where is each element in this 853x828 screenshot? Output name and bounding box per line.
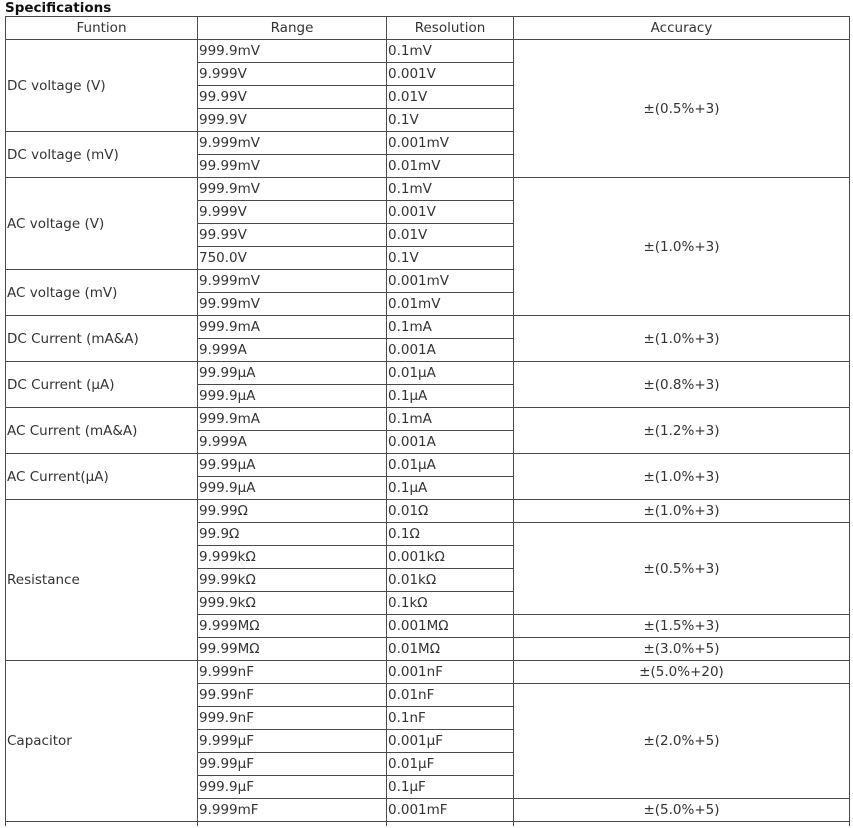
range-cell: 9.999mV: [198, 270, 387, 293]
resolution-cell: 0.01V: [387, 224, 514, 247]
accuracy-cell: ±(1.0%+3): [514, 178, 850, 316]
function-cell: Resistance: [6, 500, 198, 661]
accuracy-cell: ±(1.5%+3): [514, 615, 850, 638]
table-row: [6, 500, 850, 523]
range-cell: 999.9µA: [198, 477, 387, 500]
table-row-cutoff: [6, 822, 850, 827]
page-title: Specifications: [5, 0, 112, 16]
resolution-cell: 0.01Ω: [387, 500, 514, 523]
resolution-cell: 0.001V: [387, 201, 514, 224]
resolution-cell: 0.1V: [387, 247, 514, 270]
resolution-cell: 0.01nF: [387, 684, 514, 707]
range-cell: 99.99nF: [198, 684, 387, 707]
accuracy-cell: ±(1.2%+3): [514, 408, 850, 454]
resolution-cell: 0.1mV: [387, 40, 514, 63]
resolution-cell: 0.001µF: [387, 730, 514, 753]
table-row: [6, 316, 850, 339]
resolution-cell: 0.1kΩ: [387, 592, 514, 615]
resolution-cell: 0.001kΩ: [387, 546, 514, 569]
resolution-cell: 0.001mV: [387, 270, 514, 293]
cutoff-cell: [198, 822, 387, 827]
resolution-cell: 0.1mA: [387, 408, 514, 431]
resolution-cell: 0.1Ω: [387, 523, 514, 546]
resolution-cell: 0.1µF: [387, 776, 514, 799]
range-cell: 99.99Ω: [198, 500, 387, 523]
range-cell: 99.9Ω: [198, 523, 387, 546]
function-cell: AC voltage (V): [6, 178, 198, 270]
resolution-cell: 0.1V: [387, 109, 514, 132]
header-accuracy: Accuracy: [514, 17, 850, 40]
range-cell: 99.99µA: [198, 454, 387, 477]
range-cell: 9.999A: [198, 431, 387, 454]
resolution-cell: 0.001mV: [387, 132, 514, 155]
resolution-cell: 0.001V: [387, 63, 514, 86]
cutoff-cell: [514, 822, 850, 827]
range-cell: 9.999µF: [198, 730, 387, 753]
header-resolution: Resolution: [387, 17, 514, 40]
table-row: [6, 362, 850, 385]
range-cell: 9.999MΩ: [198, 615, 387, 638]
accuracy-cell: ±(1.0%+3): [514, 316, 850, 362]
range-cell: 9.999kΩ: [198, 546, 387, 569]
range-cell: 99.99µA: [198, 362, 387, 385]
table-row: [6, 454, 850, 477]
range-cell: 99.99kΩ: [198, 569, 387, 592]
range-cell: 9.999V: [198, 63, 387, 86]
resolution-cell: 0.01µF: [387, 753, 514, 776]
range-cell: 999.9µA: [198, 385, 387, 408]
range-cell: 999.9mV: [198, 40, 387, 63]
resolution-cell: 0.01kΩ: [387, 569, 514, 592]
range-cell: 9.999A: [198, 339, 387, 362]
range-cell: 9.999mF: [198, 799, 387, 822]
range-cell: 750.0V: [198, 247, 387, 270]
range-cell: 9.999mV: [198, 132, 387, 155]
function-cell: AC Current (mA&A): [6, 408, 198, 454]
range-cell: 9.999nF: [198, 661, 387, 684]
resolution-cell: 0.1µA: [387, 385, 514, 408]
range-cell: 99.99mV: [198, 155, 387, 178]
function-cell: AC Current(µA): [6, 454, 198, 500]
range-cell: 999.9kΩ: [198, 592, 387, 615]
resolution-cell: 0.01mV: [387, 293, 514, 316]
range-cell: 99.99MΩ: [198, 638, 387, 661]
resolution-cell: 0.1µA: [387, 477, 514, 500]
header-range: Range: [198, 17, 387, 40]
function-cell: DC Current (mA&A): [6, 316, 198, 362]
resolution-cell: 0.001A: [387, 431, 514, 454]
range-cell: 999.9mV: [198, 178, 387, 201]
resolution-cell: 0.01V: [387, 86, 514, 109]
function-cell: DC voltage (V): [6, 40, 198, 132]
cutoff-cell: [387, 822, 514, 827]
cutoff-cell: [6, 822, 198, 827]
resolution-cell: 0.01mV: [387, 155, 514, 178]
table-row: [6, 408, 850, 431]
resolution-cell: 0.001A: [387, 339, 514, 362]
accuracy-cell: ±(1.0%+3): [514, 454, 850, 500]
accuracy-cell: ±(1.0%+3): [514, 500, 850, 523]
function-cell: AC voltage (mV): [6, 270, 198, 316]
resolution-cell: 0.01µA: [387, 454, 514, 477]
range-cell: 999.9mA: [198, 316, 387, 339]
function-cell: DC voltage (mV): [6, 132, 198, 178]
range-cell: 9.999V: [198, 201, 387, 224]
accuracy-cell: ±(0.8%+3): [514, 362, 850, 408]
resolution-cell: 0.01MΩ: [387, 638, 514, 661]
function-cell: DC Current (µA): [6, 362, 198, 408]
range-cell: 999.9µF: [198, 776, 387, 799]
accuracy-cell: ±(5.0%+20): [514, 661, 850, 684]
table-row: [6, 661, 850, 684]
table-header-row: [6, 17, 850, 40]
accuracy-cell: ±(0.5%+3): [514, 523, 850, 615]
resolution-cell: 0.001nF: [387, 661, 514, 684]
table-row: [6, 40, 850, 63]
range-cell: 99.99mV: [198, 293, 387, 316]
function-cell: Capacitor: [6, 661, 198, 822]
table-row: [6, 178, 850, 201]
range-cell: 999.9mA: [198, 408, 387, 431]
resolution-cell: 0.1mV: [387, 178, 514, 201]
resolution-cell: 0.01µA: [387, 362, 514, 385]
range-cell: 999.9nF: [198, 707, 387, 730]
resolution-cell: 0.001MΩ: [387, 615, 514, 638]
range-cell: 99.99V: [198, 86, 387, 109]
accuracy-cell: ±(5.0%+5): [514, 799, 850, 822]
header-function: Funtion: [6, 17, 198, 40]
range-cell: 99.99V: [198, 224, 387, 247]
accuracy-cell: ±(2.0%+5): [514, 684, 850, 799]
resolution-cell: 0.1mA: [387, 316, 514, 339]
resolution-cell: 0.1nF: [387, 707, 514, 730]
accuracy-cell: ±(0.5%+3): [514, 40, 850, 178]
range-cell: 99.99µF: [198, 753, 387, 776]
range-cell: 999.9V: [198, 109, 387, 132]
accuracy-cell: ±(3.0%+5): [514, 638, 850, 661]
specifications-table: [5, 16, 850, 826]
resolution-cell: 0.001mF: [387, 799, 514, 822]
